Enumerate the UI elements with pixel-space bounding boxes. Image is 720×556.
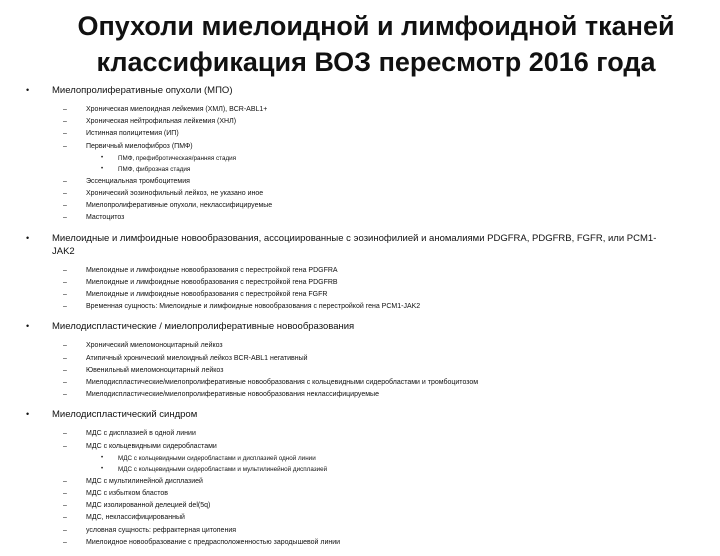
section-heading: [0, 408, 720, 421]
list-item: [0, 377, 720, 389]
dash-marker: –: [63, 391, 67, 399]
dash-marker: –: [63, 291, 67, 299]
list-item: [0, 389, 720, 401]
section-label: Миелопролиферативные опухоли (МПО): [52, 85, 233, 96]
list-item-label: Миелоидные и лимфоидные новообразования с перестройкой гена FGFR: [86, 291, 328, 299]
dash-marker: –: [63, 278, 67, 286]
list-item: [0, 141, 720, 153]
list-item-label: Ювенильный миеломоноцитарный лейкоз: [86, 366, 224, 374]
list-item: [0, 301, 720, 313]
section-heading: [0, 320, 720, 333]
list-item: [0, 188, 720, 200]
list-item-label: Эссенциальная тромбоцитемия: [86, 177, 190, 185]
dash-marker: –: [63, 266, 67, 274]
list-item: [0, 212, 720, 224]
list-item: [0, 500, 720, 512]
dash-marker: –: [63, 490, 67, 498]
list-item: [0, 289, 720, 301]
list-item-label: Миелодиспластические/миелопролиферативные новообразования с кольцевидными сидеробластами и тромбоцитозом: [86, 379, 479, 387]
sub-list-item: [0, 153, 720, 165]
dash-marker: –: [63, 202, 67, 210]
list-item-label: условная сущность: рефрактерная цитопения: [86, 526, 237, 534]
list-item: [0, 176, 720, 188]
list-item: [0, 476, 720, 488]
dash-marker: –: [63, 526, 67, 534]
section-label: Миелодиспластические / миелопролиферативные новообразования: [52, 321, 355, 333]
list-item-label: МДС с избытком бластов: [86, 490, 169, 498]
list-item-label: Миелодиспластические/миелопролиферативные новообразования неклассифицируемые: [86, 391, 379, 399]
sub-list-item-label: МДС с кольцевидными сидеробластами и дисплазией одной линии: [118, 454, 316, 462]
dash-marker: –: [63, 538, 67, 546]
list-item-label: Атипичный хронический миелоидный лейкоз BCR-ABL1 негативный: [86, 354, 308, 362]
list-item-label: МДС, неклассифицированный: [86, 514, 185, 522]
dash-marker: –: [63, 303, 67, 311]
section-heading: [0, 84, 720, 97]
list-item: [0, 128, 720, 140]
dash-marker: –: [63, 442, 67, 450]
list-item-label: Хронический эозинофильный лейкоз, не указано иное: [86, 190, 264, 198]
dash-marker: –: [63, 106, 67, 113]
bullet-marker: •: [26, 85, 30, 95]
sub-list-item: [0, 164, 720, 176]
dash-marker: –: [63, 379, 67, 387]
slide-title: Опухоли миелоидной и лимфоидной тканей классификация ВОЗ пересмотр 2016 года: [77, 11, 675, 77]
bullet-marker: •: [101, 166, 104, 173]
bullet-marker: •: [26, 321, 30, 332]
bullet-marker: •: [26, 409, 30, 420]
dash-marker: –: [63, 214, 67, 222]
list-item-label: Миелоидное новообразование с предрасположенностью зародышевой линии: [86, 538, 341, 546]
dash-marker: –: [63, 514, 67, 522]
list-item-label: МДС изолированной делецией del(5q): [86, 502, 211, 510]
list-item: [0, 340, 720, 352]
list-item-label: Миелоидные и лимфоидные новообразования с перестройкой гена PDGFRA: [86, 266, 338, 274]
list-item: [0, 512, 720, 524]
list-item-label: Миелопролиферативные опухоли, неклассифицируемые: [86, 202, 273, 210]
dash-marker: –: [63, 366, 67, 374]
list-item: [0, 200, 720, 212]
dash-marker: –: [63, 502, 67, 510]
dash-marker: –: [63, 342, 67, 350]
sub-list-item-label: ПМФ, фиброзная стадия: [118, 166, 191, 174]
list-item-label: Миелоидные и лимфоидные новообразования с перестройкой гена PDGFRB: [86, 278, 338, 286]
classification-list: [0, 84, 720, 556]
list-item-label: Хроническая миелоидная лейкемия (ХМЛ), BCR-ABL1+: [86, 106, 268, 113]
dash-marker: –: [63, 118, 67, 126]
dash-marker: –: [63, 142, 67, 150]
dash-marker: –: [63, 130, 67, 138]
bullet-marker: •: [26, 232, 30, 243]
bullet-marker: •: [101, 466, 104, 473]
list-item: [0, 488, 720, 500]
list-item: [0, 441, 720, 453]
list-item: [0, 525, 720, 537]
list-item-label: Истинная полицитемия (ИП): [86, 130, 179, 138]
section-heading: [0, 232, 720, 258]
list-item-label: МДС с мультилинейной дисплазией: [86, 477, 203, 485]
dash-marker: –: [63, 177, 67, 185]
list-item: [0, 365, 720, 377]
list-item: [0, 265, 720, 277]
list-item-label: Первичный миелофиброз (ПМФ): [86, 142, 193, 150]
bullet-marker: •: [101, 154, 104, 161]
list-item: [0, 104, 720, 116]
list-item-label: Хронический миеломоноцитарный лейкоз: [86, 342, 223, 350]
list-item: [0, 116, 720, 128]
sub-list-item-label: МДС с кольцевидными сидеробластами и мультилинейной дисплазией: [118, 466, 328, 474]
list-item-label: МДС с дисплазией в одной линии: [86, 430, 196, 438]
section-label: Миелоидные и лимфоидные новообразования, ассоциированные с эозинофилией и аномалиями PDGFRA, PDGFRB, FGFR, или PCM1-JAK2: [52, 232, 657, 257]
list-item-label: Временная сущность: Миелоидные и лимфоидные новообразования с перестройкой гена PCM1-JAK2: [86, 303, 421, 311]
dash-marker: –: [63, 190, 67, 198]
dash-marker: –: [63, 430, 67, 438]
bullet-marker: •: [101, 454, 104, 461]
sub-list-item: [0, 453, 720, 465]
list-item-label: Хроническая нейтрофильная лейкемия (ХНЛ): [86, 118, 237, 126]
list-item: [0, 428, 720, 440]
list-item-label: МДС с кольцевидными сидеробластами: [86, 442, 217, 450]
sub-list-item-label: ПМФ, префибротическая/ранняя стадия: [118, 154, 237, 162]
list-item: [0, 277, 720, 289]
list-item-label: Мастоцитоз: [86, 214, 125, 222]
dash-marker: –: [63, 477, 67, 485]
list-item: [0, 537, 720, 549]
section-label: Миелодиспластический синдром: [52, 409, 198, 421]
sub-list-item: [0, 464, 720, 476]
dash-marker: –: [63, 354, 67, 362]
list-item: [0, 353, 720, 365]
